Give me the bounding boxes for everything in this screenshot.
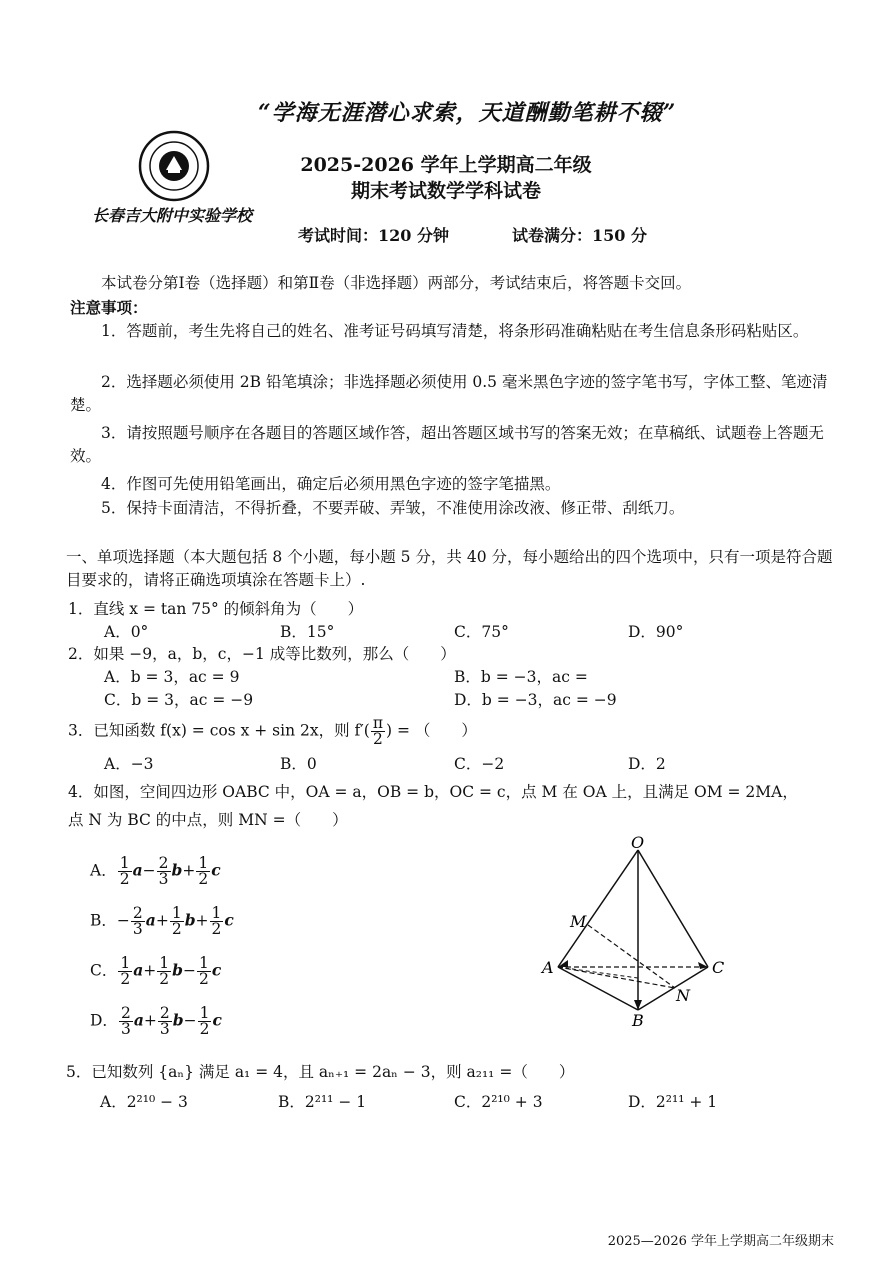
q4-option-c: C． $\frac{1}{2}$ a+ $\frac{1}{2}$ b− $\frac{1}{2}$ c [90,954,222,988]
q5-stem: 5．已知数列 {aₙ} 满足 a₁ = 4，且 aₙ₊₁ = 2aₙ − 3，则 a₂₁₁ =（ ） [66,1063,575,1081]
exam-time: 考试时间：120 分钟 [298,226,449,245]
label-a: A [542,958,554,977]
edge-oc [638,850,708,967]
exam-title-line2: 期末考试数学学科试卷 [350,180,541,202]
school-name: 长春吉大附中实验学校 [92,206,253,225]
motto: “学海无涯潜心求索，天道酬勤笔耕不辍” [258,100,677,126]
q1-option-d: D．90° [628,623,684,641]
edge-ab [558,967,638,1010]
q1-option-a: A．0° [104,623,149,641]
q2-stem: 2．如果 −9，a，b，c，−1 成等比数列，那么（ ） [68,645,456,663]
q4-stem-line2: 点 N 为 BC 的中点，则 MN =（ ） [68,811,348,829]
q3-stem: 3．已知函数 f(x) = cos x + sin 2x，则 f′( $\frac{\pi}{2}$ ) = （ ） [68,714,477,748]
q3-option-c: C．−2 [454,755,505,773]
note-1: 1．答题前，考生先将自己的姓名、准考证号码填写清楚，将条形码准确粘贴在考生信息条形码粘贴区。 [101,322,809,340]
label-b: B [632,1011,644,1028]
q1-stem: 1．直线 x = tan 75° 的倾斜角为（ ） [68,600,364,618]
edge-bc [638,967,708,1010]
section-1-heading: 一、单项选择题（本大题包括 8 个小题，每小题 5 分，共 40 分，每小题给出的四个选项中，只有一项是符合题目要求的，请将正确选项填涂在答题卡上）. [66,548,833,589]
q1-option-b: B．15° [280,623,335,641]
q3-option-b: B．0 [280,755,317,773]
q4-option-d: D． $\frac{2}{3}$ a+ $\frac{2}{3}$ b− $\frac{1}{2}$ c [90,1004,222,1038]
label-o: O [631,836,645,852]
q5-option-c: C．2²¹⁰ + 3 [454,1093,543,1111]
q4-option-b: B．− $\frac{2}{3}$ a+ $\frac{1}{2}$ b+ $\frac{1}{2}$ c [90,904,234,938]
edge-oa [558,850,638,967]
q5-option-a: A．2²¹⁰ − 3 [100,1093,188,1111]
q3-option-a: A．−3 [104,755,154,773]
note-4: 4．作图可先使用铅笔画出，确定后必须用黑色字迹的签字笔描黑。 [101,475,561,493]
q4-stem-line1: 4．如图，空间四边形 OABC 中，OA = a，OB = b，OC = c，点 M 在 OA 上，且满足 OM = 2MA， [68,783,798,801]
q5-option-d: D．2²¹¹ + 1 [628,1093,718,1111]
segment-an [558,967,675,988]
page-footer: 2025—2026 学年上学期高二年级期末 [607,1234,834,1249]
q2-option-c: C．b = 3，ac = −9 [104,691,254,709]
full-score: 试卷满分：150 分 [512,226,647,245]
q3-option-d: D．2 [628,755,666,773]
notes-title: 注意事项： [70,298,148,317]
q2-option-d: D．b = −3，ac = −9 [454,691,617,709]
note-5: 5．保持卡面清洁，不得折叠，不要弄破、弄皱，不准使用涂改液、修正带、刮纸刀。 [101,499,685,517]
label-n: N [676,986,690,1005]
exam-title-line1: 2025-2026 学年上学期高二年级 [300,154,592,176]
label-c: C [712,958,725,977]
note-2: 2．选择题必须使用 2B 铅笔填涂；非选择题必须使用 0.5 毫米黑色字迹的签字笔书写，字体工整、笔迹清楚。 [70,373,828,414]
segment-mn [588,925,675,988]
q4-option-a: A． $\frac{1}{2}$ a− $\frac{2}{3}$ b+ $\frac{1}{2}$ c [90,854,221,888]
note-3: 3．请按照题号顺序在各题目的答题区域作答，超出答题区域书写的答案无效；在草稿纸、试题卷上答题无效。 [70,424,824,465]
q2-option-b: B．b = −3，ac = [454,668,588,686]
intro-text: 本试卷分第Ⅰ卷（选择题）和第Ⅱ卷（非选择题）两部分，考试结束后，将答题卡交回。 [101,274,692,292]
q1-option-c: C．75° [454,623,509,641]
q2-option-a: A．b = 3，ac = 9 [104,668,240,686]
q4-tetrahedron-figure [530,836,730,1028]
q5-option-b: B．2²¹¹ − 1 [278,1093,367,1111]
label-m: M [570,912,587,931]
